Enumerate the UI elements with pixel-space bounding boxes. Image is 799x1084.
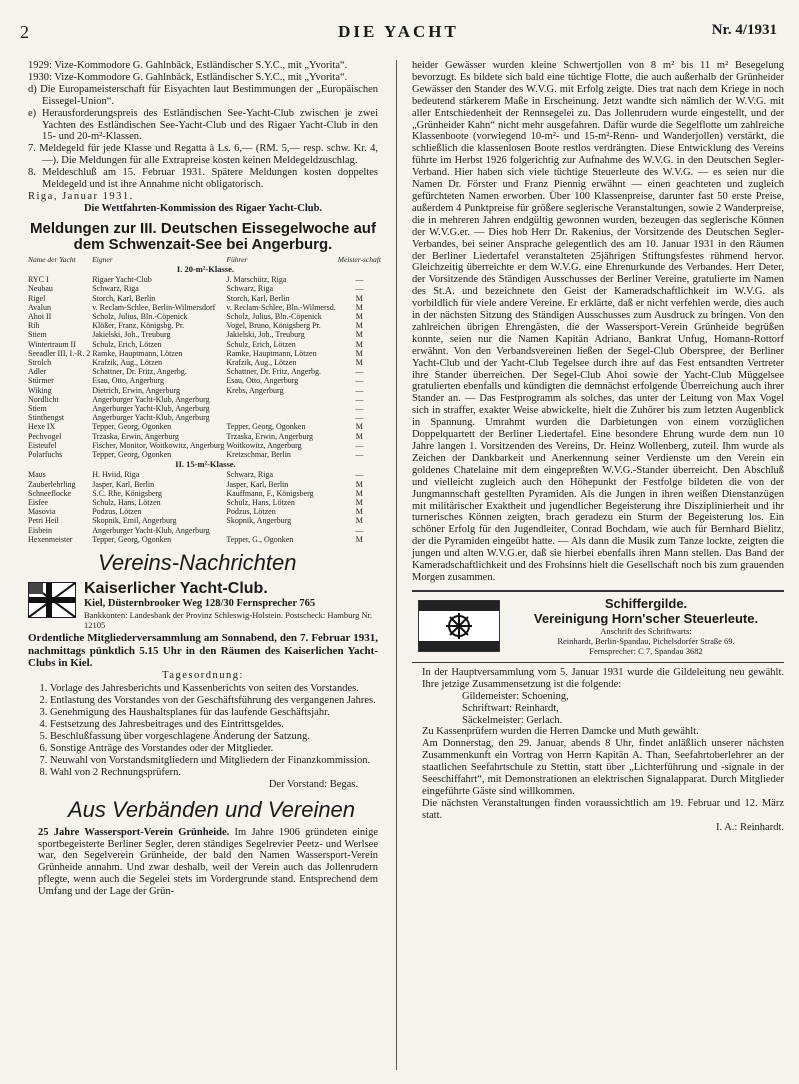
- yacht-name-cell: Schneeflocke: [28, 488, 72, 498]
- agenda-item: 1. Vorlage des Jahresberichts und Kassenberichts von seiten des Vorstandes.: [50, 683, 378, 695]
- club-flag-icon: [28, 582, 76, 618]
- owner-cell: Krafzik, Aug., Lötzen: [92, 358, 163, 368]
- owner-cell: Esau, Otto, Angerburg: [92, 376, 165, 386]
- yacht-name-cell: Wiking: [28, 385, 52, 395]
- owner-cell: Ramke, Hauptmann, Lötzen: [92, 348, 183, 358]
- agenda-item: 4. Festsetzung des Jahresbeitrages und des Eintrittsgeldes.: [50, 719, 378, 731]
- officer-line: Schriftwart: Reinhardt,: [462, 702, 559, 714]
- owner-cell: S.C. Rhe, Königsberg: [92, 488, 163, 498]
- article-continuation: heider Gewässer wurden kleine Schwertjollen von 8 m² bis 11 m² Besegelung bevorzugt. Es bildete sich bald eine tüchtige Flotte, die auch außerhalb der Grünheider Gewässer den Stander des W.V.G. mit Erfolg zeigte. Dies trat nach dem Kriege in noch bedeutend stärkerem Maße in Erscheinung. Jetzt wandte sich nämlich der W.V.G. mit aller Entschiedenheit der Rennsegelei zu. Das Jollenrudern wurde eingestellt, und der „Grünheider Kahn“ nicht mehr ausgefahren. Dafür wurde die Segelflotte um zahlreiche Klassenboote (vorwiegend 10-m²- und 15-m²-Renn- und Wanderjollen) verstärkt, die schließlich die klassenlosen Boote restlos verdrängten. Diese Entwicklung des Vereins führte im Herbst 1926 folgerichtig zur Aufnahme des W.V.G. in den Deutschen Segler-Verband. Hier haben sich viele tüchtige Steuerleute des W.V.G. — es seien nur die Namen Dr. Förster und Franz Piennig erwähnt — einen geachteten und zugleich gefürchteten Namen erworben. Über 100 Klassenpreise, darunter fast 50 erste Preise, außerdem 4 Punktpreise für größere seglerische Veranstaltungen, sowie 2 Wanderpreise, die in mehreren Jahren endgültig gewonnen wurden, bezeugen das seglerische Können der W.V.G.er. — Dies hob Herr Dr. Rakenius, der Vorsitzende des Deutschen Segler-Verbandes, bei seiner Ansprache gelegentlich des am 10. Januar 1931 in den Räumen der Berliner Liedertafel veranstalteten 25jährigen Stiftungsfestes rühmend hervor. Gleichzeitig überreichte er dem W.V.G. eine Ehrenurkunde des Verbandes. Herr Deter, der Vorsitzende des Ständigen Ausschusses der Berliner Vereine, gratulierte im Namen des St.A. und bezeichnete den Geist der Kameradschaftlichkeit im W.V.G. als vorbildlich für viele andere Vereine. Er erklärte, daß er nicht verfehlen werde, dies auch in der nächsten Sitzung des Ständigen Ausschusses zum Ausdruck zu bringen. Von den zahlreichen übrigen Ehrengästen, die der Wassersport-Verein Grünheide begrüßen konnte, seien nur die Namen Kapitän Adriano, Bankrat Unfug, Homann-Rottorf erwähnt. Von den Verbandsvereinen ließen der Segel-Club Oberspree, der Berliner Yacht-Club und der Yacht-Club Tegelsee durch ihre auf das Fest entsandten Vertreter ihre Stander überreichen. Der Segel-Club Ahoi sowie der Yacht-Club Müggelsee gratulierten ebenfalls und kündigten die demnächst erfolgende Überreichung auch ihrer Stander an. — Das Festprogramm als solches, das unter der Leitung von Max Vogel sich in straffer, exakter Weise abwickelte, hielt die Zuhörer bis zum letzten Augenblick in Spannung. Umrahmt wurden die Darbietungen von einem vorzüglichen Doppelquartett der Berliner Liedertafel. Eine besondere Ehrung wurde dem nun 10 Jahre langen 1. Vorsitzenden des Vereins, Dr. Heinz Wollenberg, zuteil. Ihm wurde als Zeichen der Dankbarkeit und Anerkennung seiner Verdienste um den Verein ein goldenes Chatelaine mit dem eingepreßten W.V.G.-Stander überreicht. Den Abschluß und vielleicht zugleich auch den Höhepunkt der Festfolge bildeten die von der Jungmannschaft gestellten Pyramiden. Als die Jungen in ihren weißen Dienstanzügen mit militärischer Exaktheit und jugendlicher Begeisterung ihre Disziplinierheit und ihr turnerisches Können zeigten, brach geradezu ein Sturm der Begeisterung los. Ein schöner Erfolg für den Jugendleiter, Conrad Bochdam, wie auch für Bernhard Bielitz, der die Pyramiden eingeübt hatte. — Als dann die Musik zum Tanze lockte, zeigten die jungen und alten W.V.G.er, daß sie hierbei ebenfalls ihren Mann stellen. Das Band der Kameradschaftlichkeit und des Frohsinns hielt die Gesellschaft noch bis zum grauenden Morgen zusammen.: [412, 60, 784, 583]
- table-row: [28, 275, 383, 284]
- paragraph: 1929: Vize-Kommodore G. Gahlnbäck, Estländischer S.Y.C., mit „Yvorita“.: [28, 60, 348, 71]
- helm-cell: J. Marschütz, Riga: [226, 275, 287, 285]
- club-bank: Bankkonten: Landesbank der Provinz Schleswig-Holstein. Postscheck: Hamburg Nr. 12105: [84, 609, 373, 630]
- yacht-name-cell: Zauberlehrling: [28, 479, 76, 489]
- paragraph: 8. Meldeschluß am 15. Februar 1931. Spätere Meldungen kosten doppeltes Meldegeld und ist ihre Annahme nicht obligatorisch.: [28, 167, 378, 191]
- column-header: Name der Yacht: [28, 254, 76, 264]
- helm-cell: Jasper, Karl, Berlin: [226, 479, 289, 489]
- officer-line: Säckelmeister: Gerlach.: [462, 714, 563, 726]
- helm-cell: Skopnik, Angerburg: [226, 516, 292, 526]
- helm-cell: Schattner, Dr. Fritz, Angerbg.: [226, 367, 321, 377]
- yacht-name-cell: Eisteufel: [28, 440, 57, 450]
- yacht-name-cell: Eisfee: [28, 498, 48, 508]
- agenda-title: Tagesordnung:: [162, 669, 244, 681]
- table-row: [28, 422, 383, 431]
- helm-cell: Schulz, Hans, Lötzen: [226, 498, 295, 508]
- guild-subtitle: Vereinigung Horn'scher Steuerleute.: [533, 610, 759, 626]
- club-name: Kaiserlicher Yacht-Club.: [84, 580, 268, 598]
- paragraph: 7. Meldegeld für jede Klasse und Regatta à Ls. 6,— (RM. 5,— resp. schw. Kr. 4,—). Die Meldungen für alle Extrapreise kosten keinen Meldegeldzuschlag.: [28, 143, 378, 167]
- championship-cell: —: [355, 440, 364, 450]
- yacht-name-cell: Ahoi II: [28, 312, 52, 321]
- yacht-name-cell: RYC I: [28, 275, 49, 285]
- championship-cell: M: [355, 488, 363, 498]
- section-title-verbaende: Aus Verbänden und Vereinen: [68, 796, 356, 822]
- yacht-name-cell: Maus: [28, 470, 46, 480]
- table-row: [28, 330, 383, 339]
- left-column: [28, 60, 381, 898]
- helm-cell: Tepper, G., Ogonken: [226, 534, 294, 544]
- yacht-name-cell: Rih: [28, 321, 40, 331]
- championship-cell: —: [355, 385, 364, 395]
- yacht-name-cell: Pechvogel: [28, 431, 62, 441]
- page-number: 2: [20, 22, 29, 42]
- guild-intro: In der Hauptversammlung vom 5. Januar 1931 wurde die Gildeleitung neu gewählt. Ihre jetzige Zusammensetzung ist die folgende:: [422, 666, 784, 690]
- owner-cell: Angerburger Yacht-Klub, Angerburg: [92, 525, 210, 535]
- helm-cell: Esau, Otto, Angerburg: [226, 376, 299, 386]
- table-row: [28, 386, 383, 395]
- entries-table: [28, 255, 383, 544]
- championship-cell: M: [355, 330, 363, 340]
- class-heading: II. 15-m²-Klasse.: [175, 459, 236, 470]
- meeting-notice: Ordentliche Mitgliederversammlung am Sonnabend, den 7. Februar 1931, nachmittags pünktlich 5.15 Uhr in den Räumen des Kaiserlichen Yacht-Clubs in Kiel.: [28, 632, 378, 670]
- table-row: [28, 312, 383, 321]
- championship-cell: M: [355, 339, 363, 349]
- yacht-name-cell: Masovia: [28, 507, 56, 517]
- guild-title: Schiffergilde.: [604, 595, 688, 611]
- table-row: [28, 358, 383, 367]
- article-heading: 25 Jahre Wassersport-Verein Grünheide.: [38, 826, 230, 838]
- table-row: [28, 376, 383, 385]
- table-row: [28, 441, 383, 450]
- owner-cell: Trzaska, Erwin, Angerburg: [92, 431, 179, 441]
- table-row: [28, 432, 383, 441]
- helm-cell: Vogel, Bruno, Königsberg Pr.: [226, 321, 321, 331]
- guild-address-label: Anschrift des Schriftwarts:: [600, 625, 692, 636]
- championship-cell: M: [355, 534, 363, 544]
- paragraph: d) Die Europameisterschaft für Eisyachten laut Bestimmungen der „Europäischen Eissegel-Union“.: [28, 83, 378, 107]
- magazine-title: DIE YACHT: [338, 22, 459, 41]
- agenda-item: 8. Wahl von 2 Rechnungsprüfern.: [50, 767, 378, 779]
- owner-cell: Podzus, Lötzen: [92, 507, 142, 517]
- guild-phone: Fernsprecher: C 7, Spandau 3682: [589, 645, 703, 656]
- championship-cell: M: [355, 358, 363, 368]
- helm-cell: Woitkowitz, Angerburg: [226, 440, 302, 450]
- yacht-name-cell: Rigel: [28, 293, 46, 303]
- championship-cell: M: [355, 498, 363, 508]
- yacht-name-cell: Stinthengst: [28, 413, 65, 423]
- owner-cell: v. Reclam-Schlee, Berlin-Wilmersdorf: [92, 302, 216, 312]
- championship-cell: —: [355, 450, 364, 460]
- helm-cell: Schwarz, Riga: [226, 470, 274, 480]
- table-row: [28, 535, 383, 544]
- officer-line: Gildemeister: Schoening,: [462, 690, 569, 702]
- helm-cell: Schwarz, Riga: [226, 284, 274, 294]
- helm-cell: Podzus, Lötzen: [226, 507, 276, 517]
- owner-cell: Scholz, Julius, Bln.-Cöpenick: [92, 312, 188, 321]
- championship-cell: —: [355, 284, 364, 294]
- helm-cell: [226, 413, 337, 422]
- championship-cell: M: [355, 422, 363, 432]
- championship-cell: M: [355, 431, 363, 441]
- owner-cell: H. Hviid, Riga: [92, 470, 140, 480]
- championship-cell: —: [355, 275, 364, 285]
- yacht-name-cell: Seeadler III, I.-R. 2: [28, 348, 91, 358]
- championship-cell: —: [355, 367, 364, 377]
- owner-cell: Fischer, Monitor, Woitkowitz, Angerburg: [92, 440, 225, 450]
- championship-cell: —: [355, 470, 364, 480]
- guild-paragraph: Am Donnerstag, den 29. Januar, abends 8 Uhr, findet anläßlich unserer nächsten Zusammenkunft ein Vortrag von Herrn Kapitän A. Than, Seefahrtoberlehrer an der staatlichen Seefahrtschule zu Stettin, statt über „Lichterführung und -signale in der Seeschiffahrt“, mit Demonstrationen an elektrischen Signalapparat. Durch Mitglieder eingeführte Gäste sind willkommen.: [422, 738, 784, 797]
- championship-cell: —: [355, 525, 364, 535]
- helm-cell: Kretzschmar, Berlin: [226, 450, 291, 460]
- guild-address: Reinhardt, Berlin-Spandau, Pichelsdorfer Straße 69.: [557, 635, 735, 646]
- yacht-name-cell: Hexenmeister: [28, 534, 73, 544]
- owner-cell: Tepper, Georg, Ogonken: [92, 450, 172, 460]
- owner-cell: Angerburger Yacht-Klub, Angerburg: [92, 413, 210, 423]
- owner-cell: Tepper, Georg, Ogonken: [92, 534, 172, 544]
- agenda-item: 3. Genehmigung des Haushaltsplanes für das laufende Geschäftsjahr.: [50, 707, 378, 719]
- table-row: [28, 340, 383, 349]
- owner-cell: Schulz, Hans, Lötzen: [92, 498, 161, 508]
- owner-cell: Jasper, Karl, Berlin: [92, 479, 155, 489]
- agenda-item: 6. Sonstige Anträge des Vorstandes oder der Mitglieder.: [50, 743, 378, 755]
- class1-rows: [28, 275, 383, 459]
- table-header: [28, 255, 383, 264]
- table-row: [28, 321, 383, 330]
- table-row: [28, 450, 383, 459]
- helm-cell: Storch, Karl, Berlin: [226, 293, 290, 303]
- helm-cell: Krebs, Angerburg: [226, 385, 284, 395]
- table-row: [28, 489, 383, 498]
- section-title-vereins: Vereins-Nachrichten: [98, 550, 297, 576]
- championship-cell: M: [355, 293, 363, 303]
- agenda-item: 7. Neuwahl von Vorstandsmitgliedern und Mitgliedern der Finanzkommission.: [50, 755, 378, 767]
- table-row: [28, 303, 383, 312]
- yacht-name-cell: Petri Heil: [28, 516, 59, 526]
- yacht-name-cell: Avalun: [28, 302, 51, 312]
- paragraph: 1930: Vize-Kommodore G. Gahlnbäck, Estländischer S.Y.C., mit „Yvorita“.: [28, 71, 348, 83]
- helm-cell: Kauffmann, F., Königsberg: [226, 488, 314, 498]
- yacht-name-cell: Eisbein: [28, 525, 52, 535]
- owner-cell: Angerburger Yacht-Klub, Angerburg: [92, 404, 210, 414]
- championship-cell: —: [355, 413, 364, 423]
- column-header: Eigner: [92, 254, 113, 264]
- column-header: Führer: [226, 254, 248, 264]
- signature: Die Wettfahrten-Kommission des Rigaer Yacht-Club.: [83, 202, 323, 214]
- owner-cell: Dietrich, Erwin, Angerburg: [92, 385, 181, 395]
- guild-flag-icon: [418, 600, 500, 652]
- championship-cell: M: [355, 479, 363, 489]
- helm-cell: Jakielski, Joh., Treuburg: [226, 330, 305, 340]
- schiffergilde-section: [412, 590, 784, 663]
- owner-cell: Schwarz, Riga: [92, 284, 139, 294]
- helm-cell: Trzaska, Erwin, Angerburg: [226, 431, 314, 441]
- owner-cell: Schulz, Erich, Lötzen: [92, 339, 162, 349]
- agenda-list: [28, 683, 378, 778]
- owner-cell: Rigaer Yacht-Club: [92, 275, 152, 285]
- guild-paragraph: Die nächsten Veranstaltungen finden voraussichtlich am 19. Februar und 12. März statt.: [422, 797, 784, 821]
- helm-cell: v. Reclam-Schlee, Bln.-Wilmersd.: [226, 302, 336, 312]
- table-row: [28, 507, 383, 516]
- table-row: [28, 516, 383, 525]
- helm-cell: Schulz, Erich, Lötzen: [226, 339, 296, 349]
- right-column: [412, 60, 784, 834]
- championship-cell: M: [355, 516, 363, 526]
- helm-cell: Ramke, Hauptmann, Lötzen: [226, 348, 317, 358]
- owner-cell: Schattner, Dr. Fritz, Angerbg.: [92, 367, 187, 377]
- helm-cell: Tepper, Georg, Ogonken: [226, 422, 306, 432]
- table-row: [28, 480, 383, 489]
- yacht-name-cell: Stiem: [28, 330, 47, 340]
- owner-cell: Angerburger Yacht-Klub, Angerburg: [92, 394, 210, 404]
- class2-rows: [28, 470, 383, 544]
- table-row: [28, 284, 383, 293]
- championship-cell: M: [355, 507, 363, 517]
- table-row: [28, 349, 383, 358]
- owner-cell: Klößer, Franz, Königsbg. Pr.: [92, 321, 185, 331]
- yacht-name-cell: Strolch: [28, 358, 52, 368]
- owner-cell: Storch, Karl, Berlin: [92, 293, 156, 303]
- table-row: [28, 470, 383, 479]
- table-row: [28, 526, 383, 535]
- championship-cell: M: [355, 302, 363, 312]
- table-row: [28, 395, 383, 404]
- issue-number: Nr. 4/1931: [711, 22, 777, 38]
- yacht-name-cell: Stürmer: [28, 376, 54, 386]
- yacht-name-cell: Nordlicht: [28, 394, 59, 404]
- helm-cell: [226, 526, 337, 535]
- table-row: [28, 404, 383, 413]
- owner-cell: Tepper, Georg, Ogonken: [92, 422, 172, 432]
- yacht-name-cell: Hexe IX: [28, 422, 56, 432]
- yacht-name-cell: Wintertraum II: [28, 339, 76, 349]
- class-heading: I. 20-m²-Klasse.: [176, 263, 235, 274]
- club-block: [28, 580, 378, 632]
- championship-cell: —: [355, 376, 364, 386]
- page-header: [20, 22, 777, 44]
- helm-cell: Scholz, Julius, Bln.-Cöpenick: [226, 312, 322, 321]
- guild-signature: I. A.: Reinhardt.: [716, 821, 784, 833]
- owner-cell: Skopnik, Emil, Angerburg: [92, 516, 177, 526]
- yacht-name-cell: Adler: [28, 367, 47, 377]
- yacht-name-cell: Polarfuchs: [28, 450, 63, 460]
- agenda-item: 5. Beschlußfassung über vorgeschlagene Änderung der Satzung.: [50, 731, 378, 743]
- owner-cell: Jakielski, Joh., Treuburg: [92, 330, 171, 340]
- column-header: Meister-schaft: [337, 254, 381, 264]
- agenda-item: 2. Entlastung des Vorstandes von der Geschäftsführung des vergangenen Jahres.: [50, 695, 378, 707]
- table-row: [28, 413, 383, 422]
- article-text: Im Jahre 1906 gründeten einige sportbegeisterte Berliner Segler, deren ständiges Segelrevier Peetz- und Werlsee war, den Segelverein Grünheide, der bald den Namen Wassersport-Verein Grünheide annahm. Und zwar deshalb, weil der Verein auch das Jollenrudern pflegte, wenn auch die Segelei stets im Vordergrunde stand. Entsprechend dem Umfang und der Lage der Grün-: [38, 826, 379, 898]
- helm-cell: [226, 404, 337, 413]
- club-address: Kiel, Düsternbrooker Weg 128/30 Fernsprecher 765: [84, 598, 316, 610]
- championship-cell: M: [355, 321, 363, 331]
- board-signature: Der Vorstand: Begas.: [268, 778, 358, 790]
- table-row: [28, 294, 383, 303]
- entries-title: Meldungen zur III. Deutschen Eissegelwoche auf dem Schwenzait-See bei Angerburg.: [30, 219, 376, 253]
- yacht-name-cell: Stiem: [28, 404, 47, 414]
- guild-paragraph: Zu Kassenprüfern wurden die Herren Damcke und Muth gewählt.: [422, 726, 699, 738]
- column-divider: [396, 60, 397, 1070]
- helm-cell: Krafzik, Aug., Lötzen: [226, 358, 297, 368]
- table-row: [28, 367, 383, 376]
- championship-cell: M: [355, 312, 363, 321]
- championship-cell: —: [355, 404, 364, 414]
- place-date: Riga, Januar 1931.: [28, 190, 134, 202]
- paragraph: e) Herausforderungspreis des Estländischen See-Yacht-Club zwischen je zwei Yachten des Estländischen See-Yacht-Club und des Rigaer Yacht-Club in den 15- und 20-m²-Klassen.: [28, 107, 378, 143]
- helm-cell: [226, 395, 337, 404]
- championship-cell: —: [355, 394, 364, 404]
- yacht-name-cell: Neubau: [28, 284, 53, 294]
- table-row: [28, 498, 383, 507]
- championship-cell: M: [355, 348, 363, 358]
